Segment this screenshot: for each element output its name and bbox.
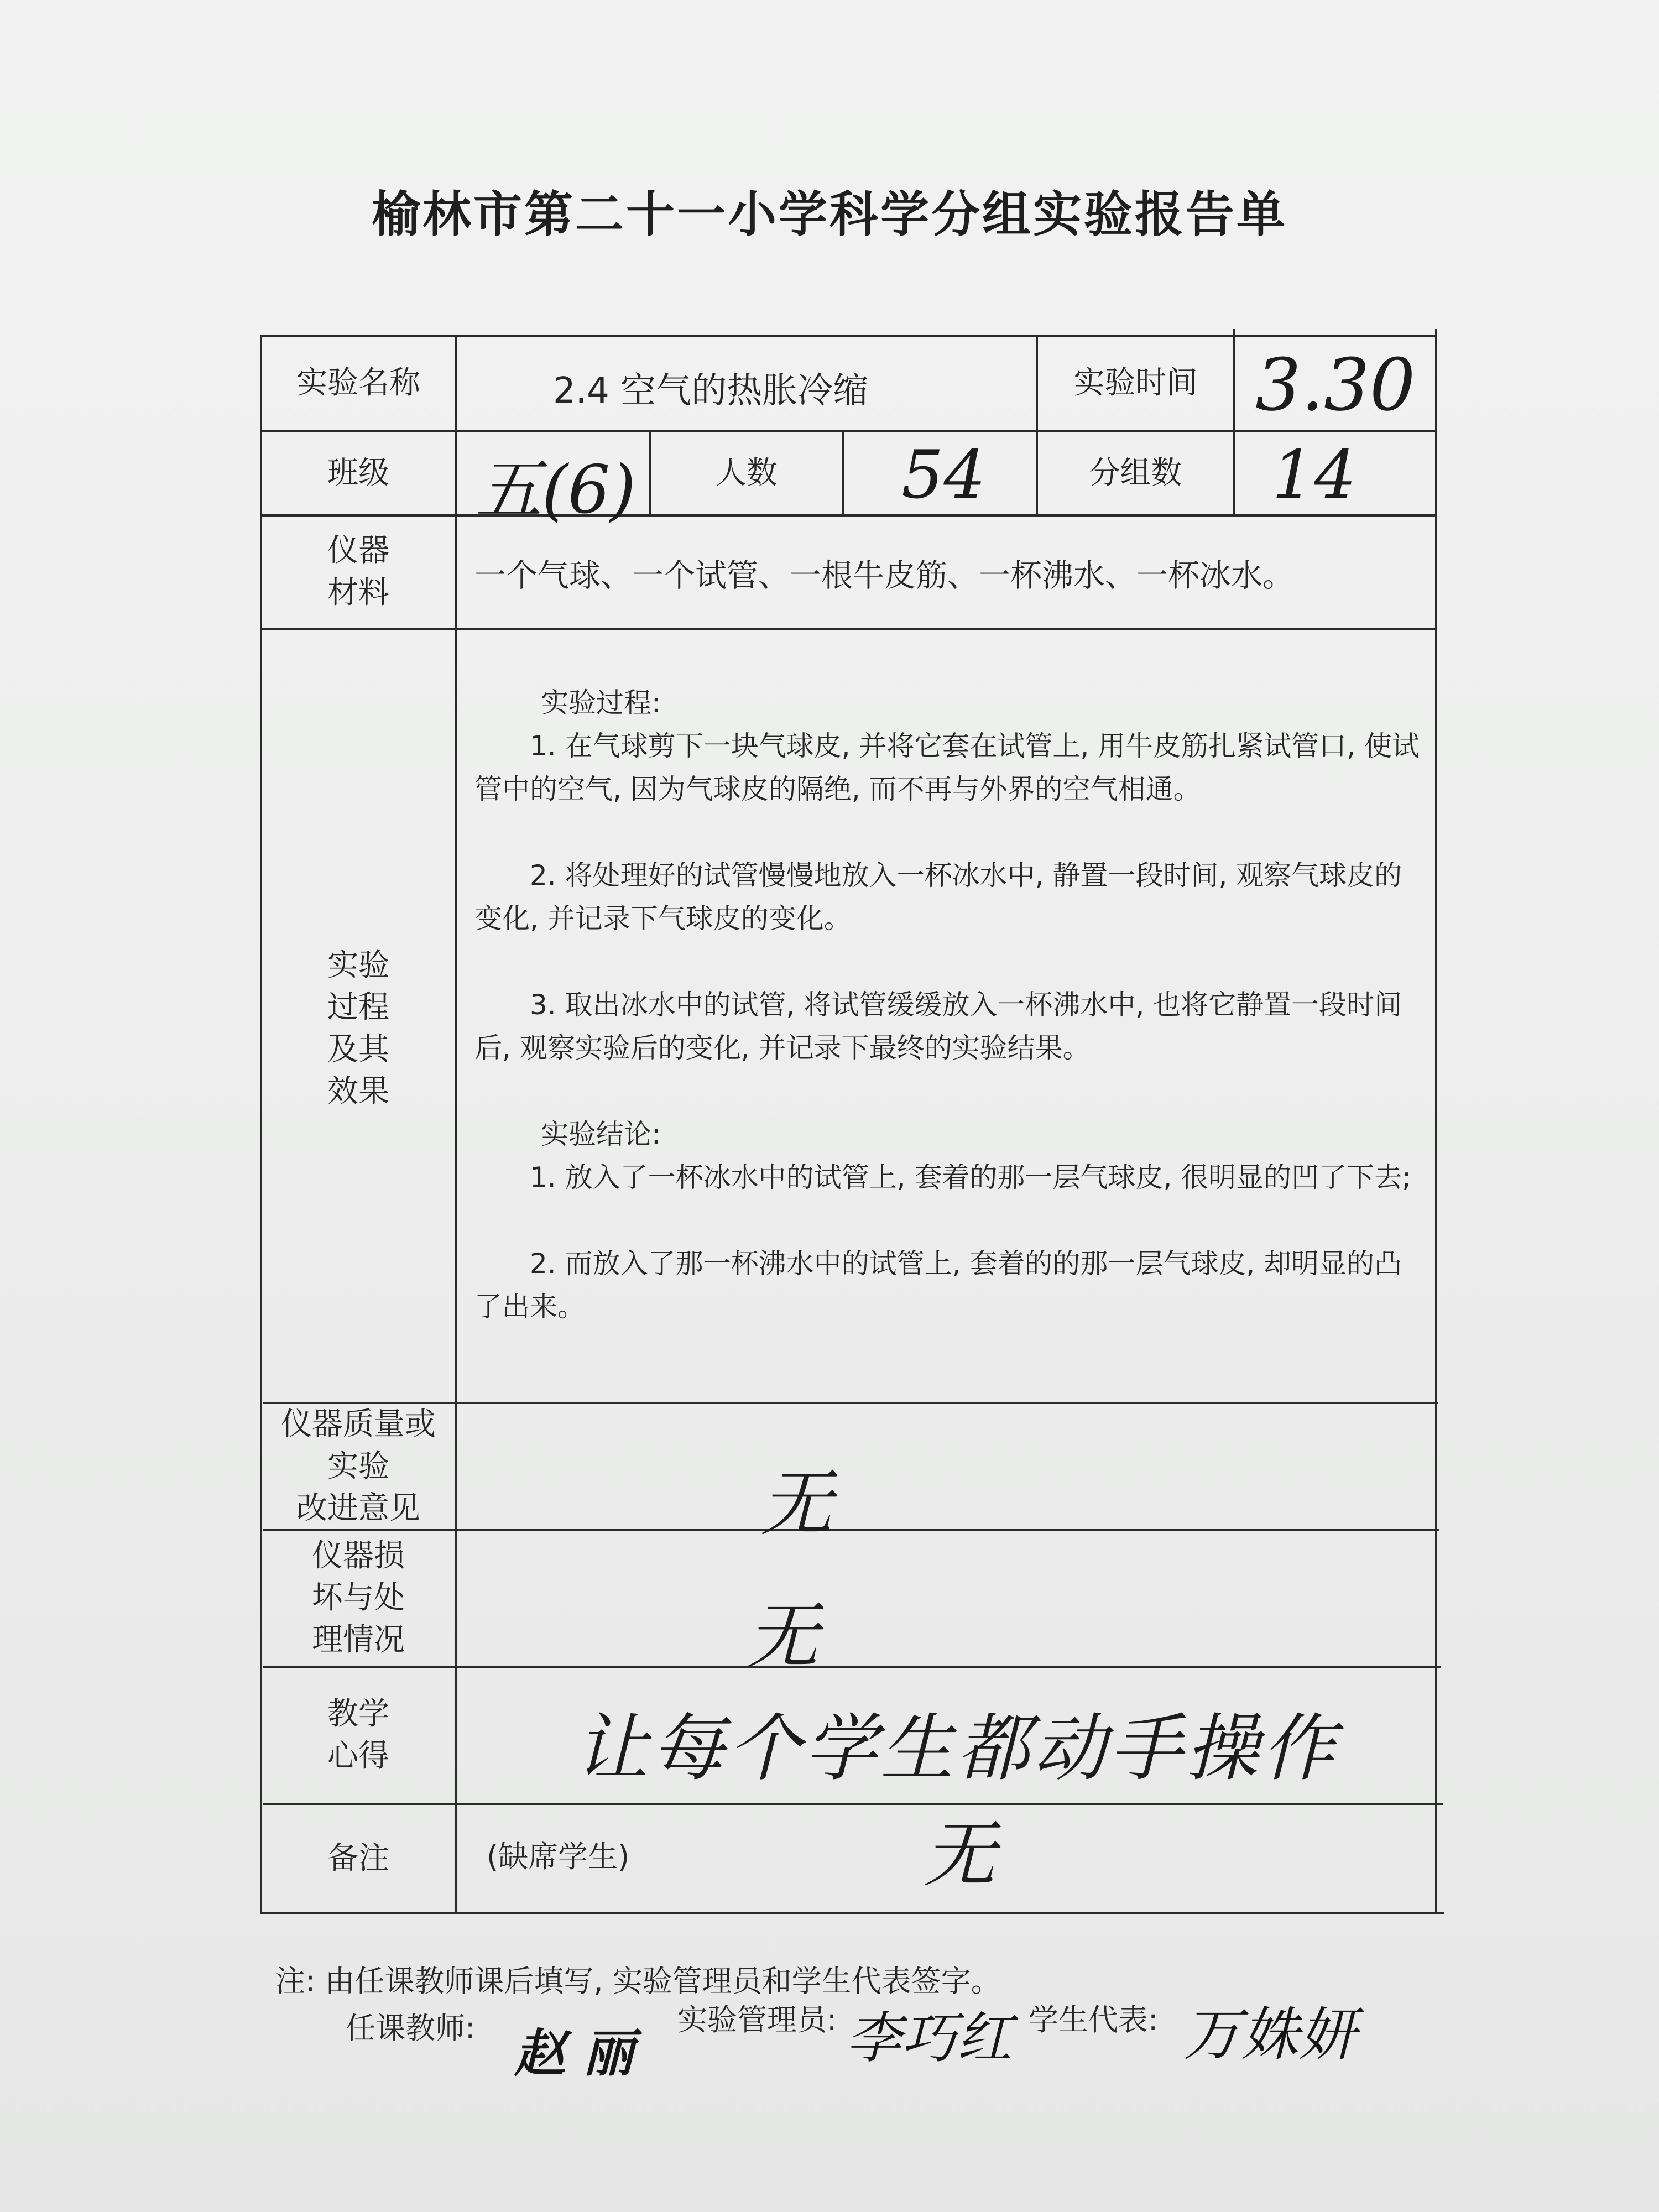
table-line <box>261 628 1437 630</box>
process-step: 1. 在气球剪下一块气球皮, 并将它套在试管上, 用牛皮筋扎紧试管口, 使试管中的空气, 因为气球皮的隔绝, 而不再与外界的空气相通。 <box>474 730 1420 805</box>
teaching-label <box>262 1667 455 1803</box>
conclusion-heading: 实验结论: <box>541 1118 661 1150</box>
document-title: 榆林市第二十一小学科学分组实验报告单 <box>371 186 1287 243</box>
table-line <box>455 335 457 1914</box>
remarks-value: 无 <box>924 1813 996 1897</box>
materials-label-line: 材料 <box>327 575 389 611</box>
process-heading: 实验过程: <box>541 687 661 719</box>
people-label <box>651 432 842 514</box>
people-value: 54 <box>901 437 986 514</box>
groups-label <box>1038 432 1233 514</box>
experiment-name-value: 2.4 空气的热胀冷缩 <box>553 371 869 411</box>
admin-label: 实验管理员: <box>677 2002 837 2037</box>
remarks-label-text: 备注 <box>327 1840 389 1876</box>
teacher-signature: 赵 丽 <box>514 2023 634 2083</box>
damage-label-line: 坏与处 <box>312 1580 405 1616</box>
people-label-text: 人数 <box>716 455 778 491</box>
damage-value: 无 <box>747 1594 819 1678</box>
paragraph-gap <box>474 811 1421 854</box>
paragraph-gap <box>474 1199 1421 1242</box>
process-label-line: 效果 <box>327 1073 389 1109</box>
student-label: 学生代表: <box>1029 2002 1159 2037</box>
paragraph-gap <box>474 940 1421 983</box>
process-content <box>474 681 1421 1328</box>
groups-label-text: 分组数 <box>1089 455 1182 491</box>
remarks-hint: (缺席学生) <box>487 1839 630 1874</box>
table-line <box>842 430 844 515</box>
damage-label-line: 仪器损 <box>312 1538 405 1574</box>
teaching-value: 让每个学生都动手操作 <box>575 1706 1338 1791</box>
class-label-text: 班级 <box>327 455 389 491</box>
quality-label-line: 改进意见 <box>296 1490 420 1526</box>
damage-label-line: 理情况 <box>312 1622 405 1658</box>
conclusion-item: 1. 放入了一杯冰水中的试管上, 套着的那一层气球皮, 很明显的凹了下去; <box>530 1161 1412 1193</box>
conclusion-item: 2. 而放入了那一杯沸水中的试管上, 套着的的那一层气球皮, 却明显的凸了出来。 <box>474 1248 1402 1323</box>
quality-label-line: 仪器质量或 <box>281 1406 436 1442</box>
process-label <box>262 940 455 1117</box>
damage-label <box>262 1531 455 1666</box>
process-step: 2. 将处理好的试管慢慢地放入一杯冰水中, 静置一段时间, 观察气球皮的变化, 并记录下气球皮的变化。 <box>474 859 1402 935</box>
quality-value: 无 <box>760 1462 833 1546</box>
table-line <box>261 1912 1444 1914</box>
process-step: 3. 取出冰水中的试管, 将试管缓缓放入一杯沸水中, 也将它静置一段时间后, 观察实验后的变化, 并记录下最终的实验结果。 <box>474 989 1402 1064</box>
table-line <box>1233 329 1235 515</box>
materials-label-line: 仪器 <box>327 533 389 568</box>
experiment-time-label <box>1038 336 1233 430</box>
materials-value: 一个气球、一个试管、一根牛皮筋、一杯沸水、一杯冰水。 <box>474 557 1294 594</box>
groups-value: 14 <box>1272 437 1357 514</box>
teaching-label-line: 教学 <box>327 1695 389 1732</box>
experiment-time-label-text: 实验时间 <box>1073 365 1198 401</box>
class-label <box>262 432 455 514</box>
remarks-label <box>262 1804 455 1912</box>
table-line <box>1435 329 1437 1914</box>
quality-label-line: 实验 <box>327 1448 389 1484</box>
admin-signature: 李巧红 <box>846 2006 1012 2070</box>
teacher-label: 任课教师: <box>346 2011 476 2046</box>
process-label-line: 实验 <box>327 947 389 983</box>
teaching-label-line: 心得 <box>327 1738 389 1774</box>
experiment-time-value: 3.30 <box>1255 343 1416 427</box>
quality-label <box>262 1404 455 1529</box>
paragraph-gap <box>474 1070 1421 1113</box>
experiment-name-label <box>262 336 455 430</box>
experiment-name-label-text: 实验名称 <box>296 365 420 401</box>
process-label-line: 及其 <box>327 1031 389 1067</box>
student-signature: 万姝妍 <box>1183 2001 1357 2068</box>
process-label-line: 过程 <box>327 989 389 1025</box>
class-value: 五(6) <box>476 452 636 529</box>
footer-note: 注: 由任课教师课后填写, 实验管理员和学生代表签字。 <box>275 1964 1001 1999</box>
materials-label <box>262 516 455 628</box>
